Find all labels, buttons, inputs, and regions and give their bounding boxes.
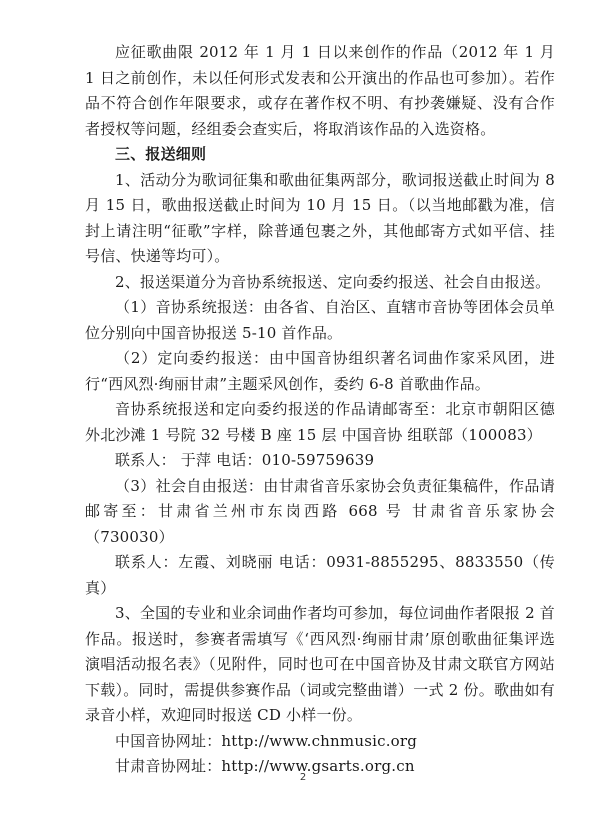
body-paragraph: 应征歌曲限 2012 年 1 月 1 日以来创作的作品（2012 年 1 月 1 日之前创作，未以任何形式发表和公开演出的作品也可参加）。若作品不符合创作年限要求，或存在著作权不明、有抄袭嫌疑、没有合作者授权等问题，经组委会查实后，将取消该作品的入选资格。: [85, 43, 555, 138]
body-paragraph: 音协系统报送和定向委约报送的作品请邮寄至：北京市朝阳区德外北沙滩 1 号院 32 号楼 B 座 15 层 中国音协 组联部（100083）: [85, 400, 555, 444]
body-paragraph: 甘肃音协网址：http://www.gsarts.org.cn: [115, 757, 415, 775]
body-paragraph: 3、全国的专业和业余词曲作者均可参加，每位词曲作者限报 2 首作品。报送时，参赛者需填写《‘西风烈·绚丽甘肃’原创歌曲征集评选演唱活动报名表》（见附件，同时也可在中国音协及甘肃文联官方网站下载）。同时，需提供参赛作品（词或完整曲谱）一式 2 份。歌曲如有录音小样，欢迎同时报送 CD 小样一份。: [85, 604, 555, 724]
body-paragraph: 中国音协网址：http://www.chnmusic.org: [115, 731, 418, 750]
body-paragraph: 1、活动分为歌词征集和歌曲征集两部分，歌词报送截止时间为 8 月 15 日，歌曲报送截止时间为 10 月 15 日。（以当地邮戳为准，信封上请注明“征歌”字样，除普通包裹之外，其他邮寄方式如平信、挂号信、快递等均可）。: [85, 170, 555, 265]
section-heading: 三、报送细则: [115, 145, 207, 163]
body-paragraph: （3）社会自由报送：由甘肃省音乐家协会负责征集稿件，作品请邮寄至：甘肃省兰州市东岗西路 668 号 甘肃省音乐家协会（730030）: [85, 476, 555, 546]
document-body: [85, 40, 555, 780]
body-paragraph: （1）音协系统报送：由各省、自治区、直辖市音协等团体会员单位分别向中国音协报送 5-10 首作品。: [85, 298, 555, 342]
body-paragraph: 联系人： 于萍 电话：010-59759639: [115, 451, 375, 469]
body-paragraph: 联系人：左霞、刘晓丽 电话：0931-8855295、8833550（传真）: [85, 553, 555, 597]
body-paragraph: （2）定向委约报送：由中国音协组织著名词曲作家采风团，进行“西风烈·绚丽甘肃”主题采风创作，委约 6-8 首歌曲作品。: [85, 349, 555, 393]
page-number: 2: [299, 772, 307, 783]
body-paragraph: 2、报送渠道分为音协系统报送、定向委约报送、社会自由报送。: [115, 272, 551, 291]
